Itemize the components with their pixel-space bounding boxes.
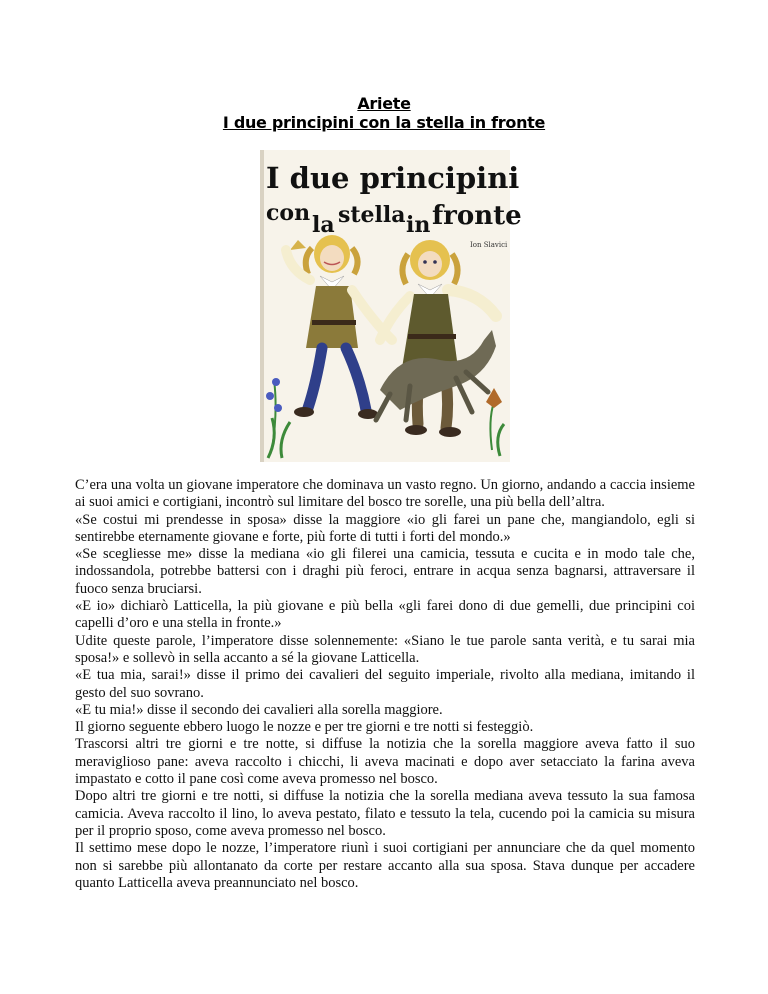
cover-author: Ion Slavici: [470, 241, 508, 249]
cover-title-con: con: [266, 200, 311, 226]
story-paragraph: Dopo altri tre giorni e tre notti, si diffuse la notizia che la sorella mediana aveva tessuto la sua famosa camicia. Aveva raccolto il lino, lo aveva pestato, filato e tessuto la tela, cucendo poi la camicia su misura per il proprio sposo, come aveva promesso nel bosco.: [75, 788, 695, 839]
story-text: [75, 477, 695, 892]
zodiac-sign-heading: Ariete: [357, 94, 411, 113]
story-paragraph: «E io» dichiarò Latticella, la più giovane e più bella «gli farei dono di due gemelli, due principini coi capelli d’oro e una stella in fronte.»: [75, 598, 695, 632]
cover-title-fronte: fronte: [432, 201, 522, 231]
story-paragraph: Trascorsi altri tre giorni e tre notte, si diffuse la notizia che la sorella maggiore aveva fatto il suo meraviglioso pane: aveva raccolto i chicchi, li aveva macinati e dopo aver setacciato la farina aveva impastato e cotto il pane così come aveva promesso nel bosco.: [75, 736, 695, 788]
story-paragraph: «Se scegliesse me» disse la mediana «io gli filerei una camicia, tessuta e cucita e in modo tale che, indossandola, potrebbe battersi con i draghi più feroci, entrare in acqua senza bagnarsi, attraversare il fuoco senza bruciarsi.: [75, 546, 695, 597]
story-title-heading: I due principini con la stella in fronte: [222, 113, 546, 132]
cover-title-in: in: [406, 212, 431, 238]
story-paragraph: C’era una volta un giovane imperatore che dominava un vasto regno. Un giorno, andando a caccia insieme ai suoi amici e cortigiani, incontrò sul limitare del bosco tre sorelle, una più bella dell’altra.: [75, 477, 695, 511]
story-paragraph: Il settimo mese dopo le nozze, l’imperatore riunì i suoi cortigiani per annunciare che da quel momento non si sarebbe più allontanato da corte per restare accanto alla sua sposa. Stava dunque per accadere quanto Latticella aveva preannunciato nel bosco.: [75, 840, 695, 891]
story-paragraph: «Se costui mi prendesse in sposa» disse la maggiore «io gli farei un pane che, mangiandolo, egli si sentirebbe eternamente giovane e forte, più forte di tutti i forti del mondo.»: [75, 511, 695, 545]
cover-title-line1: I due principini: [266, 161, 520, 195]
cover-title-stella: stella: [338, 202, 406, 228]
cover-title-la: la: [312, 212, 335, 238]
story-paragraph: «E tu mia!» disse il secondo dei cavalieri alla sorella maggiore.: [75, 701, 443, 718]
story-paragraph: «E tua mia, sarai!» disse il primo dei cavalieri del seguito imperiale, rivolto alla mediana, imitando il gesto del suo sovrano.: [75, 667, 695, 701]
story-paragraph: Udite queste parole, l’imperatore disse solennemente: «Siano le tue parole santa verità, e tu sarai mia sposa!» e sollevò in sella accanto a sé la giovane Latticella.: [75, 632, 695, 666]
book-cover-image: [260, 150, 522, 462]
story-paragraph: Il giorno seguente ebbero luogo le nozze e per tre giorni e tre notti si festeggiò.: [75, 719, 534, 736]
